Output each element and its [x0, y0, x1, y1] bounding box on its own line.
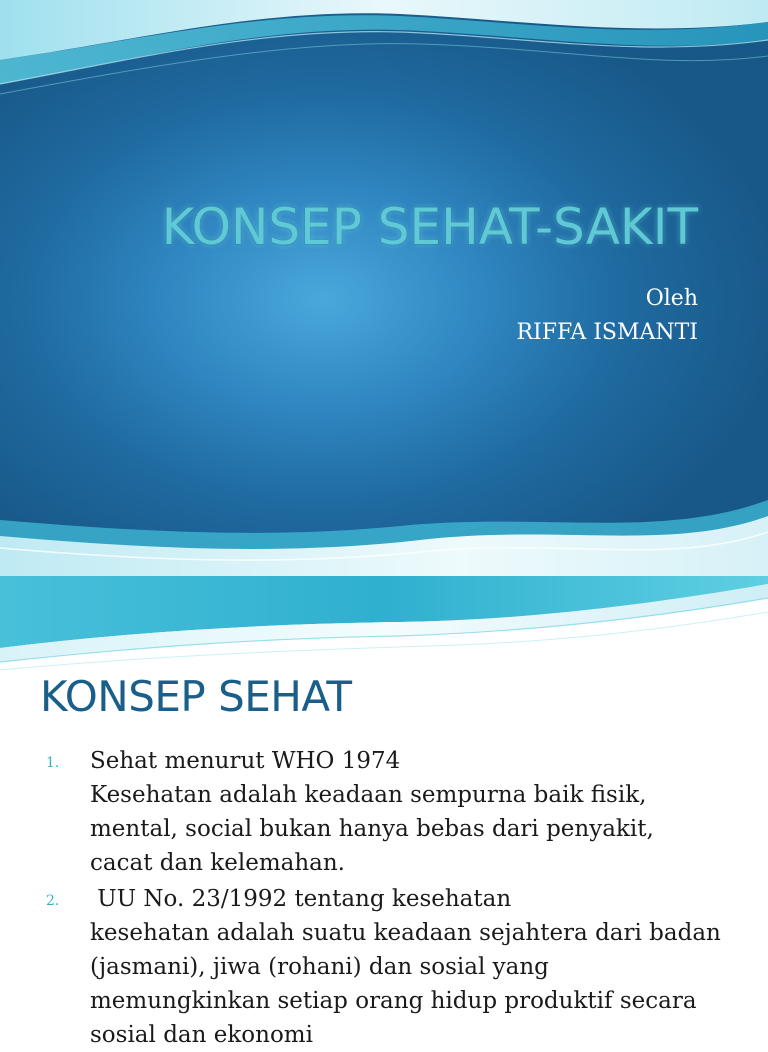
list-number: 2. [46, 893, 60, 909]
list-number: 1. [46, 755, 60, 771]
slide-title: KONSEP SEHAT-SAKIT [161, 198, 698, 256]
list-item-line: sosial dan ekonomi [90, 1022, 313, 1048]
list-item-line: kesehatan adalah suatu keadaan sejahtera dari badan [90, 920, 721, 946]
decorative-waves-top [0, 576, 768, 676]
list-item-line: (jasmani), jiwa (rohani) dan sosial yang [90, 954, 549, 980]
list-item-line: mental, social bukan hanya bebas dari penyakit, [90, 816, 654, 842]
list-item-line: Kesehatan adalah keadaan sempurna baik fisik, [90, 782, 647, 808]
list-item-line: cacat dan kelemahan. [90, 850, 345, 876]
list-item-line: UU No. 23/1992 tentang kesehatan [90, 886, 512, 912]
numbered-list [0, 744, 768, 1052]
slide-title: KONSEP SEHAT [40, 672, 352, 721]
content-slide [0, 576, 768, 1048]
list-item-line: memungkinkan setiap orang hidup produktif secara [90, 988, 697, 1014]
subtitle-line-author: RIFFA ISMANTI [516, 320, 698, 345]
list-item [0, 882, 768, 1052]
list-item-line: Sehat menurut WHO 1974 [90, 748, 401, 774]
subtitle-line-oleh: Oleh [645, 286, 698, 311]
slide-subtitle [516, 282, 698, 350]
list-item [0, 744, 768, 880]
